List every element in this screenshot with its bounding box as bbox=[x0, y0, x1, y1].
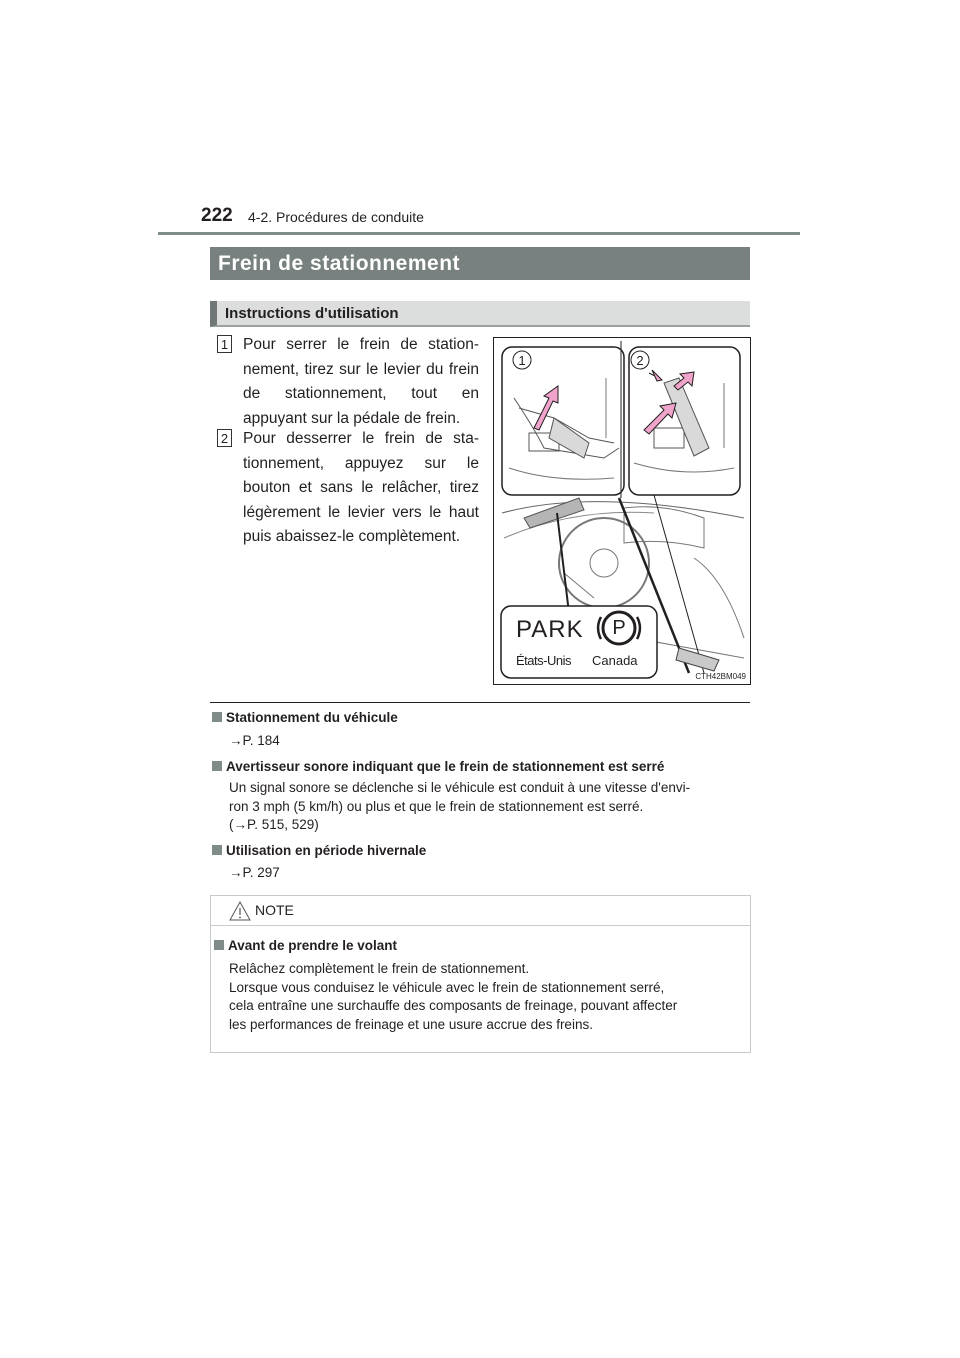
step-text: Pour serrer le frein de station-nement, tirez sur le levier du frein de stationnement, tout en appuyant sur la pédale de frein. bbox=[243, 336, 479, 427]
subheading: Instructions d'utilisation bbox=[210, 301, 750, 327]
body-line: (→P. 515, 529) bbox=[229, 817, 319, 832]
note-line: Relâchez complètement le frein de stationnement. bbox=[229, 961, 530, 976]
step-2 bbox=[217, 427, 479, 550]
section-heading bbox=[212, 841, 426, 860]
page-number: 222 bbox=[201, 205, 233, 226]
body-line: Un signal sonore se déclenche si le véhicule est conduit à une vitesse d'envi- bbox=[229, 780, 691, 795]
square-bullet-icon bbox=[212, 845, 222, 855]
square-bullet-icon bbox=[214, 940, 224, 950]
figure-code: CTH42BM049 bbox=[695, 672, 746, 681]
label-united-states: États-Unis bbox=[516, 653, 571, 668]
heading-text: Avertisseur sonore indiquant que le frein de stationnement est serré bbox=[226, 759, 665, 774]
step-text: Pour desserrer le frein de sta-tionnement, appuyez sur le bouton et sans le relâcher, tirez légèrement le levier vers le haut puis abaissez-le complètement. bbox=[243, 430, 479, 545]
header-rule bbox=[158, 232, 800, 235]
p-symbol: P bbox=[612, 617, 626, 639]
note-line: Lorsque vous conduisez le véhicule avec le frein de stationnement serré, bbox=[229, 979, 665, 995]
parking-brake-illustration bbox=[493, 337, 751, 685]
note-line: cela entraîne une surchauffe des composants de freinage, pouvant affecter bbox=[229, 998, 678, 1013]
note-body bbox=[229, 960, 744, 1034]
section-title: Frein de stationnement bbox=[210, 247, 750, 280]
step-number: 1 bbox=[217, 335, 232, 353]
label-canada: Canada bbox=[592, 653, 638, 668]
note-header bbox=[211, 896, 750, 926]
page-reference: →P. 297 bbox=[229, 865, 280, 880]
heading-text: Stationnement du véhicule bbox=[226, 710, 398, 725]
heading-text: Utilisation en période hivernale bbox=[226, 843, 427, 858]
running-header: 4-2. Procédures de conduite bbox=[248, 209, 424, 225]
body-line: ron 3 mph (5 km/h) ou plus et que le frein de stationnement est serré. bbox=[229, 798, 644, 814]
note-heading-text: Avant de prendre le volant bbox=[228, 938, 398, 953]
square-bullet-icon bbox=[212, 761, 222, 771]
reference-text: P. 184 bbox=[242, 733, 280, 748]
section-heading bbox=[212, 708, 398, 727]
park-label: PARK bbox=[516, 616, 584, 643]
step-1 bbox=[217, 333, 479, 431]
step-number: 2 bbox=[217, 429, 232, 447]
note-heading bbox=[214, 937, 397, 956]
note-label: NOTE bbox=[255, 902, 294, 918]
callout-1: 1 bbox=[518, 353, 526, 368]
section-heading bbox=[212, 757, 664, 776]
callout-2: 2 bbox=[636, 353, 644, 368]
reference-text: P. 297 bbox=[242, 865, 280, 880]
page-reference: →P. 184 bbox=[229, 733, 280, 748]
note-line: les performances de freinage et une usure accrue des freins. bbox=[229, 1016, 593, 1032]
note-box bbox=[210, 895, 751, 1053]
section-divider bbox=[210, 702, 750, 703]
warning-triangle-icon bbox=[229, 901, 251, 921]
square-bullet-icon bbox=[212, 712, 222, 722]
section-body bbox=[229, 779, 741, 835]
